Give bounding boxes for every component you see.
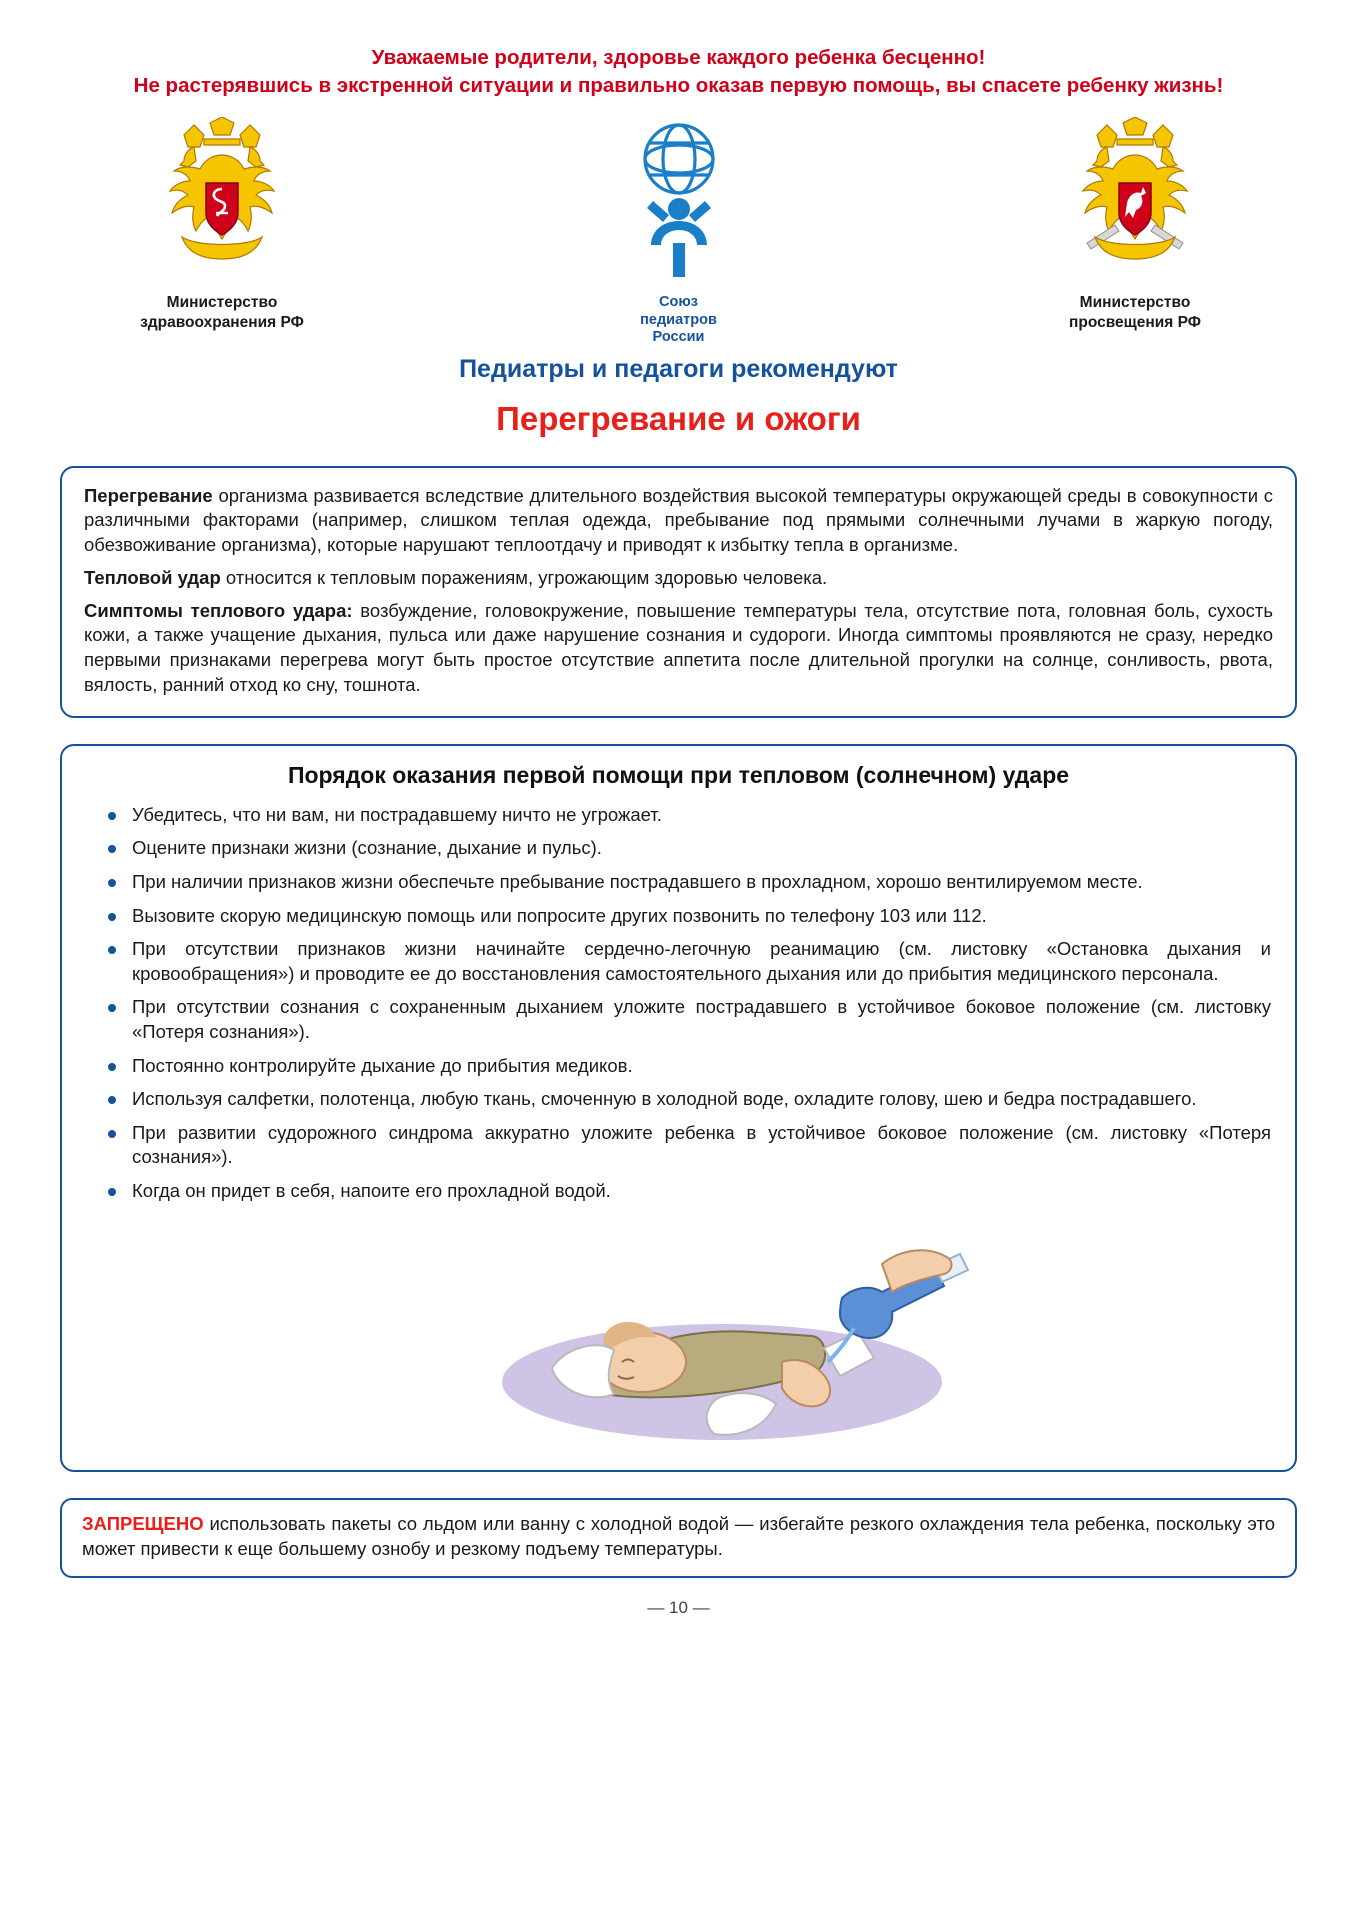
ministry-of-education-caption (985, 293, 1285, 332)
intro-box (60, 466, 1297, 718)
union-of-pediatricians-caption (514, 294, 844, 346)
first-aid-illustration (82, 1212, 1275, 1460)
intro-lead-1: Перегревание (84, 484, 213, 506)
union-caption-line1: Союз (659, 294, 698, 311)
forbidden-label: ЗАПРЕЩЕНО (82, 1513, 204, 1535)
russian-coat-of-arms-education-icon (1035, 269, 1235, 286)
list-item: При отсутствии сознания с сохраненным дыханием уложите пострадавшего в устойчивое боковое положение (см. листовку «Потеря сознания»). (100, 995, 1271, 1044)
list-item: Оцените признаки жизни (сознание, дыхание и пульс). (100, 836, 1271, 861)
ministry-of-education-caption-line1: Министерство (1079, 294, 1191, 312)
list-item: Используя салфетки, полотенца, любую ткань, смоченную в холодной воде, охладите голову, шею и бедра пострадавшего. (100, 1087, 1271, 1112)
union-caption-line3: России (652, 329, 705, 346)
list-item: Вызовите скорую медицинскую помощь или попросите других позвонить по телефону 103 или 112. (100, 904, 1271, 929)
ministry-of-health-caption (72, 293, 372, 332)
header-warning (60, 44, 1297, 99)
intro-paragraph-2 (84, 566, 1273, 591)
cooling-victim-illustration-icon (82, 1212, 1262, 1460)
list-item: Убедитесь, что ни вам, ни пострадавшему ничто не угрожает. (100, 803, 1271, 828)
page-footer (60, 1598, 1297, 1618)
intro-lead-3: Симптомы теплового удара: (84, 599, 353, 621)
ministry-of-education-caption-line2: просвещения РФ (1069, 313, 1201, 331)
intro-text-3: возбуждение, головокружение, повышение температуры тела, отсутствие пота, головная боль, сухость кожи, а также учащение дыхания, пульса или даже нарушение сознания и судороги. Иногда симптомы проявляются не сразу, нередко первыми признаками перегрева могут быть простое отсутствие аппетита после длительной прогулки на солнце, сонливость, рвота, вялость, ранний отход ко сну, тошнота. (84, 599, 1273, 695)
union-of-pediatricians-block (514, 117, 844, 346)
header-line-1: Уважаемые родители, здоровье каждого ребенка бесценно! (371, 46, 986, 69)
first-aid-order-title: Порядок оказания первой помощи при тепловом (солнечном) ударе (287, 761, 1070, 788)
forbidden-text: использовать пакеты со льдом или ванну с холодной водой — избегайте резкого охлаждения тела ребенка, поскольку это может привести к еще большему ознобу и резкому подъему температуры. (82, 1513, 1275, 1560)
header-line-2: Не растерявшись в экстренной ситуации и правильно оказав первую помощь, вы спасете ребенку жизнь! (133, 73, 1224, 97)
first-aid-steps-list (82, 803, 1275, 1204)
first-aid-order-box (60, 744, 1297, 1473)
forbidden-paragraph (82, 1512, 1275, 1562)
intro-text-2: относится к тепловым поражениям, угрожающим здоровью человека. (220, 566, 828, 588)
list-item: Постоянно контролируйте дыхание до прибытия медиков. (100, 1054, 1271, 1079)
union-of-pediatricians-logo-icon (609, 274, 749, 291)
emblems-row (60, 117, 1297, 346)
intro-text-1: организма развивается вследствие длительного воздействия высокой температуры окружающей среды в совокупности с различными факторами (например, слишком теплая одежда, пребывание под прямыми солнечными лучами в жаркую погоду, обезвоживание организма), которые нарушают теплоотдачу и приводят к избытку тепла в организме. (84, 484, 1273, 556)
intro-lead-2: Тепловой удар (84, 566, 221, 588)
list-item: При развитии судорожного синдрома аккуратно уложите ребенка в устойчивое боковое положение (см. листовку «Потеря сознания»). (100, 1121, 1271, 1170)
union-caption-line2: педиатров (640, 311, 717, 328)
intro-paragraph-1 (84, 484, 1273, 558)
ministry-of-education-block (985, 117, 1285, 332)
list-item: При отсутствии признаков жизни начинайте сердечно-легочную реанимацию (см. листовку «Остановка дыхания и кровообращения») и проводите ее до восстановления самостоятельного дыхания или до прибытия медицинского персонала. (100, 937, 1271, 986)
russian-coat-of-arms-health-icon (122, 269, 322, 286)
ministry-of-health-block (72, 117, 372, 332)
recommendation-subtitle: Педиатры и педагоги рекомендуют (459, 354, 898, 383)
forbidden-box (60, 1498, 1297, 1578)
ministry-of-health-caption-line1: Министерство (166, 294, 278, 312)
list-item: При наличии признаков жизни обеспечьте пребывание пострадавшего в прохладном, хорошо вентилируемом месте. (100, 870, 1271, 895)
page-title: Перегревание и ожоги (496, 399, 861, 437)
list-item: Когда он придет в себя, напоите его прохладной водой. (100, 1179, 1271, 1204)
intro-paragraph-3 (84, 599, 1273, 698)
page-number: — 10 — (647, 1598, 710, 1618)
ministry-of-health-caption-line2: здравоохранения РФ (140, 313, 304, 331)
